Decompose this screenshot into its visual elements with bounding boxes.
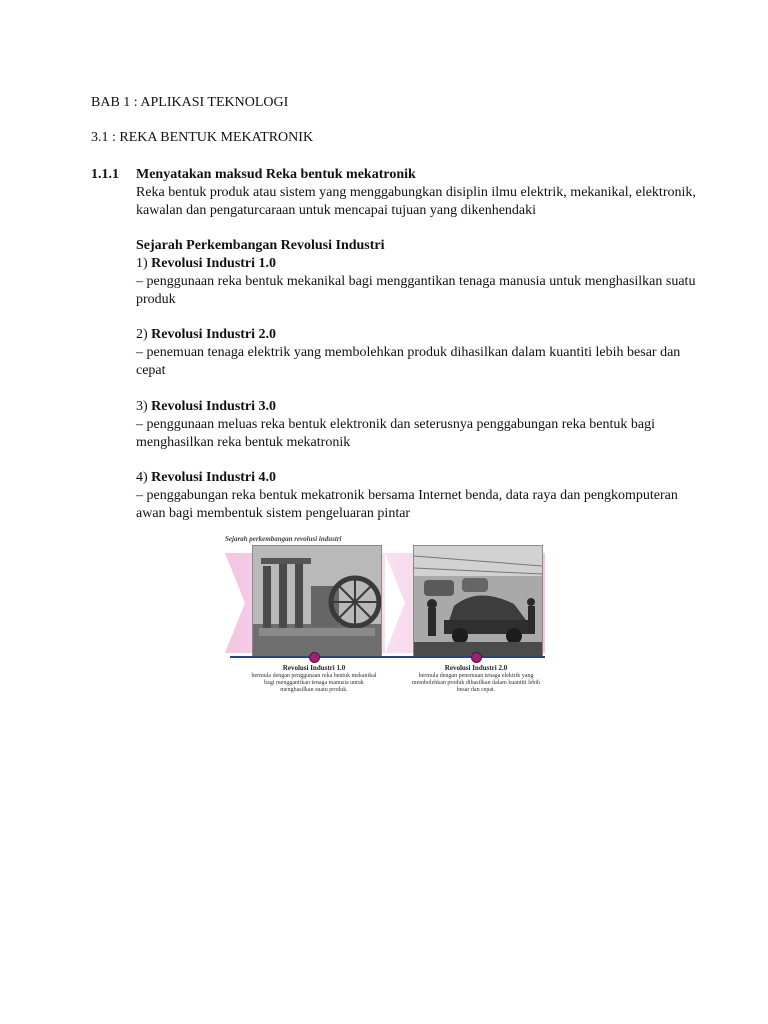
steam-engine-image	[253, 546, 381, 656]
figure-title: Sejarah perkembangan revolusi industri	[225, 535, 342, 543]
timeline-line	[230, 656, 545, 658]
item-name: Revolusi Industri 2.0	[151, 327, 277, 342]
item-description: – penggunaan reka bentuk mekanikal bagi menggantikan tenaga manusia untuk menghasilkan suatu produk	[136, 274, 696, 307]
item-description: – penggabungan reka bentuk mekatronik bersama Internet benda, data raya dan pengkomputeran awan bagi membentuk sistem pengeluaran pintar	[136, 488, 678, 521]
timeline-dot	[471, 652, 482, 663]
caption-title: Revolusi Industri 1.0	[282, 664, 346, 672]
item-name: Revolusi Industri 1.0	[151, 256, 277, 271]
chapter-heading: BAB 1 : APLIKASI TEKNOLOGI	[91, 95, 289, 110]
steam-engine-photo	[252, 545, 382, 657]
subsection-title: Menyatakan maksud Reka bentuk mekatronik	[136, 167, 416, 182]
history-title: Sejarah Perkembangan Revolusi Industri	[136, 238, 385, 253]
item-description: – penemuan tenaga elektrik yang membolehkan produk dihasilkan dalam kuantiti lebih besar dan cepat	[136, 345, 681, 378]
caption-text: bermula dengan penggunaan reka bentuk mekanikal bagi menggantikan tenaga manusia untuk menghasilkan suatu produk.	[251, 673, 377, 693]
list-item	[136, 255, 696, 309]
band-arrow	[385, 553, 405, 653]
item-number: 4)	[136, 470, 148, 485]
item-number: 3)	[136, 399, 148, 414]
list-item	[136, 469, 696, 523]
band-arrow	[225, 553, 245, 653]
definition-text: Reka bentuk produk atau sistem yang menggabungkan disiplin ilmu elektrik, mekanikal, elektronik, kawalan dan pengaturcaraan untuk mencapai tujuan yang dikenhendaki	[136, 185, 696, 218]
caption-title: Revolusi Industri 2.0	[444, 664, 508, 672]
caption-2	[411, 664, 541, 694]
caption-text: bermula dengan penemuan tenaga elektrik yang membolehkan produk dihasilkan dalam kuantiti lebih besar dan cepat.	[411, 673, 541, 693]
assembly-line-photo	[413, 545, 543, 657]
item-name: Revolusi Industri 3.0	[151, 399, 277, 414]
industrial-revolution-figure	[225, 533, 545, 723]
item-description: – penggunaan meluas reka bentuk elektronik dan seterusnya penggabungan reka bentuk bagi menghasilkan reka bentuk mekatronik	[136, 417, 655, 450]
item-name: Revolusi Industri 4.0	[151, 470, 277, 485]
item-number: 2)	[136, 327, 148, 342]
timeline-dot	[309, 652, 320, 663]
item-number: 1)	[136, 256, 148, 271]
list-item	[136, 398, 696, 452]
caption-1	[249, 664, 379, 694]
section-heading: 3.1 : REKA BENTUK MEKATRONIK	[91, 130, 314, 145]
assembly-line-image	[414, 546, 542, 656]
list-item	[136, 326, 696, 380]
subsection-number: 1.1.1	[91, 167, 119, 182]
